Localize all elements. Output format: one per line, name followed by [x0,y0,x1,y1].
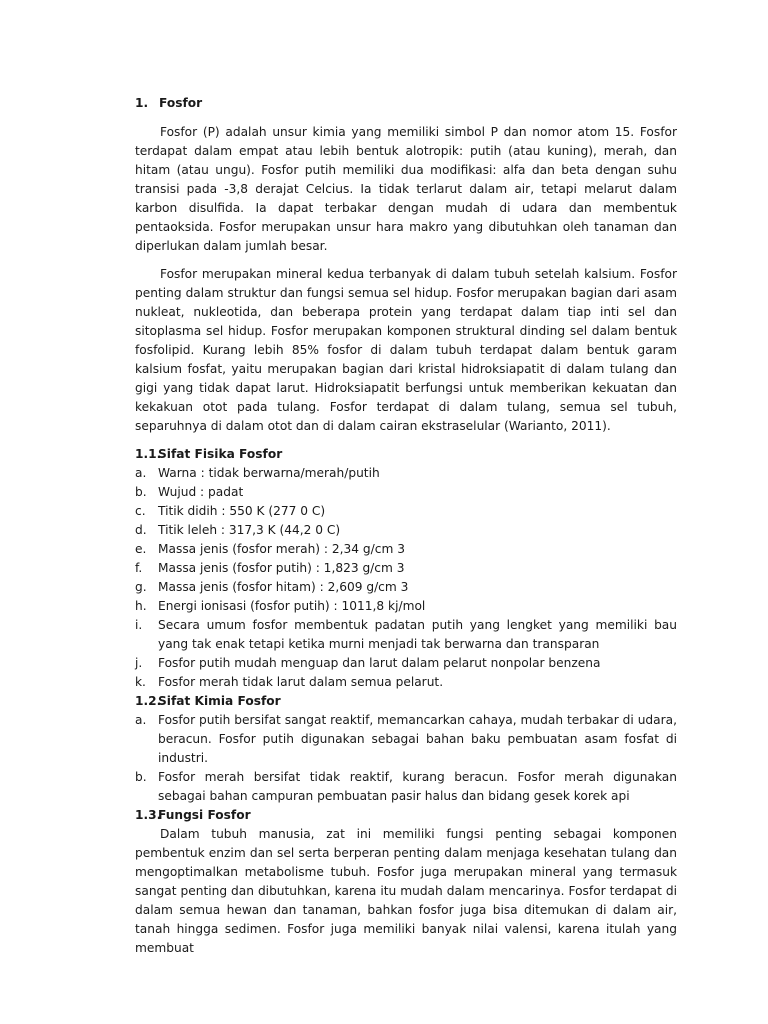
list-item-text: Warna : tidak berwarna/merah/putih [158,466,380,480]
list-item [135,521,677,540]
list-marker: b. [135,770,147,784]
list-item-text: Massa jenis (fosfor putih) : 1,823 g/cm 3 [158,561,405,575]
section-heading [135,94,677,113]
list-item-text: Massa jenis (fosfor merah) : 2,34 g/cm 3 [158,542,405,556]
intro-paragraph: Fosfor (P) adalah unsur kimia yang memiliki simbol P dan nomor atom 15. Fosfor terdapat dalam empat atau lebih bentuk alotropik: putih (atau kuning), merah, dan hitam (atau ungu). Fosfor putih memiliki dua modifikasi: alfa dan beta dengan suhu transisi pada -3,8 derajat Celcius. Ia tidak terlarut dalam air, tetapi melarut dalam karbon disulfida. Ia dapat terbakar dengan mudah di udara dan membentuk pentaoksida. Fosfor merupakan unsur hara makro yang dibutuhkan oleh tanaman dan diperlukan dalam jumlah besar. [135,125,677,253]
list-marker: d. [135,523,147,537]
subsection-heading-fungsi [135,806,677,825]
list-item [135,540,677,559]
document-page [135,94,677,967]
physical-properties-list [135,464,677,692]
subsection-heading-fisika [135,445,677,464]
list-marker: b. [135,485,147,499]
body-paragraph: Fosfor merupakan mineral kedua terbanyak di dalam tubuh setelah kalsium. Fosfor penting dalam struktur dan fungsi semua sel hidup. Fosfor merupakan bagian dari asam nukleat, nukleotida, dan beberapa protein yang terdapat dalam tiap inti sel dan sitoplasma sel hidup. Fosfor merupakan komponen struktural dinding sel dalam bentuk fosfolipid. Kurang lebih 85% fosfor di dalam tubuh terdapat dalam bentuk garam kalsium fosfat, yaitu merupakan bagian dari kristal hidroksiapatit di dalam tulang dan gigi yang tidak dapat larut. Hidroksiapatit berfungsi untuk memberikan kekuatan dan kekakuan otot pada tulang. Fosfor terdapat di dalam tulang, semua sel tubuh, separuhnya di dalam otot dan di dalam cairan ekstraselular (Warianto, 2011). [135,267,677,433]
section-number: 1. [135,96,149,110]
chemical-properties-list [135,711,677,806]
subsection-title: Sifat Fisika Fosfor [158,447,283,461]
subsection-title: Fungsi Fosfor [158,808,251,822]
list-item-text: Titik leleh : 317,3 K (44,2 0 C) [158,523,341,537]
list-item [135,673,677,692]
list-item-text: Secara umum fosfor membentuk padatan putih yang lengket yang memiliki bau yang tak enak tetapi ketika murni menjadi tak berwarna dan transparan [158,618,677,651]
list-item [135,502,677,521]
list-item-text: Fosfor merah tidak larut dalam semua pelarut. [158,675,444,689]
list-item-text: Massa jenis (fosfor hitam) : 2,609 g/cm 3 [158,580,409,594]
list-marker: a. [135,466,147,480]
list-marker: a. [135,713,147,727]
list-marker: g. [135,580,147,594]
list-item [135,464,677,483]
list-item [135,483,677,502]
list-item-text: Fosfor putih bersifat sangat reaktif, memancarkan cahaya, mudah terbakar di udara, beracun. Fosfor putih digunakan sebagai bahan baku pembuatan asam fosfat di industri. [158,713,677,765]
list-marker: h. [135,599,147,613]
list-item-text: Wujud : padat [158,485,244,499]
list-item [135,768,677,806]
list-marker: j. [135,656,143,670]
subsection-number: 1.3. [135,808,162,822]
list-item-text: Energi ionisasi (fosfor putih) : 1011,8 kj/mol [158,599,426,613]
list-item-text: Fosfor putih mudah menguap dan larut dalam pelarut nonpolar benzena [158,656,601,670]
list-marker: f. [135,561,143,575]
list-item [135,578,677,597]
subsection-heading-kimia [135,692,677,711]
list-marker: k. [135,675,146,689]
list-marker: c. [135,504,146,518]
list-item [135,711,677,768]
list-marker: i. [135,618,143,632]
list-item-text: Fosfor merah bersifat tidak reaktif, kurang beracun. Fosfor merah digunakan sebagai bahan campuran pembuatan pasir halus dan bidang gesek korek api [158,770,677,803]
function-paragraph: Dalam tubuh manusia, zat ini memiliki fungsi penting sebagai komponen pembentuk enzim dan sel serta berperan penting dalam menjaga kesehatan tulang dan mengoptimalkan metabolisme tubuh. Fosfor juga merupakan mineral yang termasuk sangat penting dan dibutuhkan, karena itu mudah dalam mencarinya. Fosfor terdapat di dalam semua hewan dan tanaman, bahkan fosfor juga bisa ditemukan di dalam air, tanah hingga sedimen. Fosfor juga memiliki banyak nilai valensi, karena itulah yang membuat [135,827,677,955]
list-marker: e. [135,542,147,556]
list-item [135,559,677,578]
list-item-text: Titik didih : 550 K (277 0 C) [158,504,326,518]
list-item [135,616,677,654]
subsection-number: 1.1. [135,447,162,461]
subsection-title: Sifat Kimia Fosfor [158,694,281,708]
subsection-number: 1.2. [135,694,162,708]
list-item [135,654,677,673]
list-item [135,597,677,616]
section-title: Fosfor [159,96,203,110]
